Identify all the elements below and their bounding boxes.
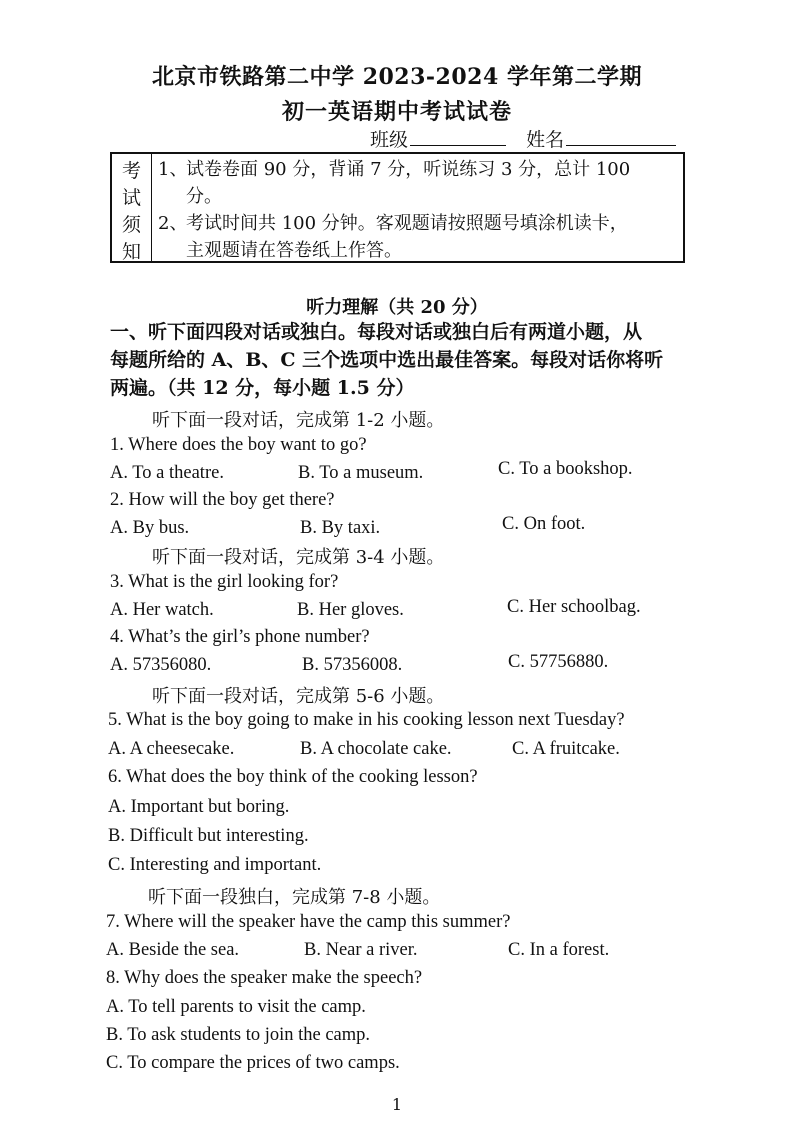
question-stem: 4. What’s the girl’s phone number? — [110, 627, 370, 647]
option-b: B. To ask students to join the camp. — [106, 1025, 371, 1045]
notice-label — [112, 154, 152, 261]
option-b: B. By taxi. — [300, 518, 381, 538]
question-stem: 7. Where will the speaker have the camp this summer? — [106, 912, 511, 932]
option-a: A. Her watch. — [110, 600, 214, 620]
option-a: A. To tell parents to visit the camp. — [106, 997, 366, 1017]
option-a: A. A cheesecake. — [108, 739, 235, 759]
sub-instruction: 听下面一段对话，完成第 1-2 小题。 — [152, 410, 445, 431]
question-stem: 3. What is the girl looking for? — [110, 572, 339, 592]
question-stem: 5. What is the boy going to make in his cooking lesson next Tuesday? — [108, 710, 625, 730]
question-stem: 6. What does the boy think of the cooking lesson? — [108, 767, 478, 787]
option-a: A. Beside the sea. — [106, 940, 240, 960]
option-c: C. On foot. — [502, 514, 586, 534]
option-b: B. Near a river. — [304, 940, 418, 960]
student-info — [370, 125, 690, 152]
name-blank — [566, 127, 676, 146]
option-a: A. Important but boring. — [108, 797, 290, 817]
name-label: 姓名 — [526, 129, 565, 151]
page-number: 1 — [391, 1095, 403, 1114]
notice-body — [152, 154, 683, 261]
option-c: C. Her schoolbag. — [507, 597, 641, 617]
option-a: A. 57356080. — [110, 655, 212, 675]
option-c: C. A fruitcake. — [512, 739, 620, 759]
option-a: A. To a theatre. — [110, 463, 224, 483]
notice-item-text: 试卷卷面 90 分，背诵 7 分，听说练习 3 分，总计 100 — [186, 159, 631, 180]
question-stem: 2. How will the boy get there? — [110, 490, 335, 510]
notice-item-continued — [158, 183, 677, 210]
class-label: 班级 — [370, 129, 409, 151]
notice-item-text: 考试时间共 100 分钟。客观题请按照题号填涂机读卡， — [186, 213, 628, 234]
exam-notice-box — [110, 152, 685, 263]
section-title: 听力理解（共 20 分） — [306, 297, 488, 318]
question-stem: 1. Where does the boy want to go? — [110, 435, 367, 455]
sub-instruction: 听下面一段对话，完成第 3-4 小题。 — [152, 547, 445, 568]
notice-item-continued — [158, 237, 677, 264]
exam-title-line1: 北京市铁路第二中学 2023-2024 学年第二学期 — [152, 64, 642, 90]
notice-label-char: 考 — [121, 160, 141, 182]
option-c: C. In a forest. — [508, 940, 610, 960]
option-c: C. 57756880. — [508, 652, 609, 672]
part-directions — [110, 318, 690, 402]
sub-instruction: 听下面一段对话，完成第 5-6 小题。 — [152, 686, 445, 707]
notice-item-text: 主观题请在答卷纸上作答。 — [186, 240, 402, 261]
exam-title-line2: 初一英语期中考试试卷 — [281, 99, 512, 125]
option-c: C. Interesting and important. — [108, 855, 322, 875]
notice-label-char: 试 — [121, 187, 141, 209]
class-blank — [410, 127, 506, 146]
directions-line: 一、听下面四段对话或独白。每段对话或独白后有两道小题，从 — [110, 321, 643, 343]
notice-item-number: 2、 — [158, 213, 188, 234]
option-b: B. Difficult but interesting. — [108, 826, 309, 846]
sub-instruction: 听下面一段独白，完成第 7-8 小题。 — [148, 887, 441, 908]
option-b: B. To a museum. — [298, 463, 424, 483]
directions-line: 每题所给的 A、B、C 三个选项中选出最佳答案。每段对话你将听 — [110, 349, 664, 371]
option-c: C. To a bookshop. — [498, 459, 633, 479]
option-c: C. To compare the prices of two camps. — [106, 1053, 400, 1073]
option-b: B. A chocolate cake. — [300, 739, 452, 759]
notice-item-text: 分。 — [186, 186, 222, 207]
directions-line: 两遍。（共 12 分，每小题 1.5 分） — [110, 377, 415, 399]
notice-item — [158, 156, 677, 183]
option-b: B. 57356008. — [302, 655, 403, 675]
option-a: A. By bus. — [110, 518, 190, 538]
notice-item-number: 1、 — [158, 159, 188, 180]
notice-label-char: 知 — [121, 241, 141, 263]
question-stem: 8. Why does the speaker make the speech? — [106, 968, 423, 988]
notice-label-char: 须 — [121, 214, 141, 236]
notice-item — [158, 210, 677, 237]
option-b: B. Her gloves. — [297, 600, 404, 620]
